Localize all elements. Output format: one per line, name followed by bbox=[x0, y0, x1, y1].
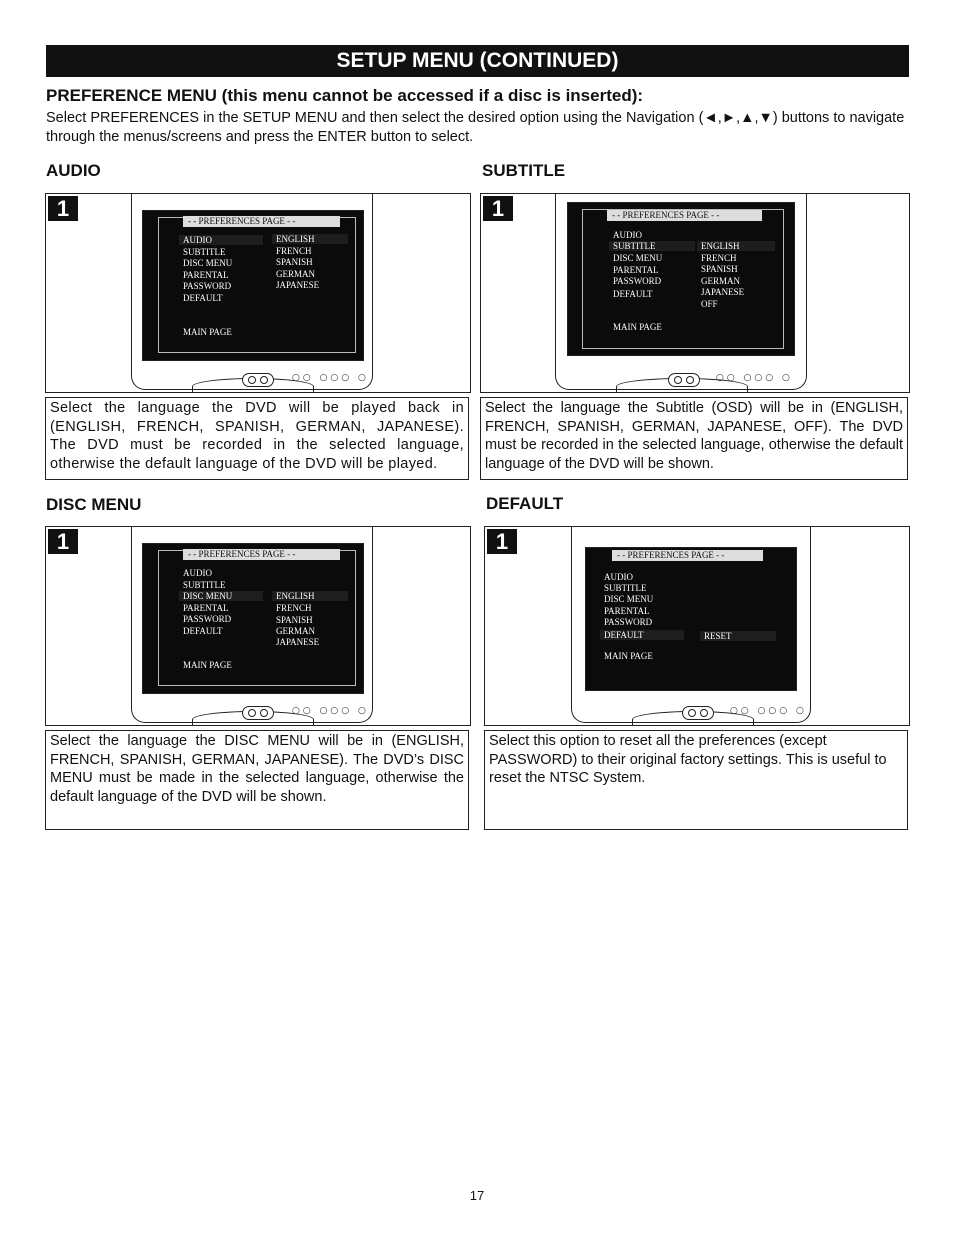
page-number: 17 bbox=[469, 1188, 485, 1203]
intro-body: Select PREFERENCES in the SETUP MENU and then select the desired option using the Navigation (◄,►,▲,▼) buttons to navigate through the menus/screens and press the ENTER button to select. bbox=[46, 110, 905, 145]
tv-buttons-icon: ○○ ○○○ ○ bbox=[716, 373, 793, 383]
osd-menu-parental: PARENTAL bbox=[183, 270, 229, 280]
osd-menu-parental: PARENTAL bbox=[613, 265, 659, 275]
osd-menu-disc-menu: DISC MENU bbox=[604, 594, 654, 604]
disc-menu-section-title: DISC MENU bbox=[46, 495, 142, 514]
osd-menu-audio: AUDIO bbox=[604, 572, 633, 582]
osd-menu-password: PASSWORD bbox=[183, 614, 232, 624]
disc-menu-description: Select the language the DISC MENU will be in (ENGLISH, FRENCH, SPANISH, GERMAN, JAPANESE). The DVD’s DISC MENU must be made in the selected language, otherwise the default language of the DVD will be shown. bbox=[45, 730, 469, 830]
osd-menu-subtitle: SUBTITLE bbox=[609, 241, 695, 251]
osd-option: FRENCH bbox=[276, 246, 312, 256]
osd-menu-parental: PARENTAL bbox=[604, 606, 650, 616]
osd-title: - - PREFERENCES PAGE - - bbox=[183, 549, 340, 560]
osd-main-page: MAIN PAGE bbox=[613, 322, 662, 332]
tv-buttons-icon: ○○ ○○○ ○ bbox=[292, 373, 369, 383]
page-banner: SETUP MENU (CONTINUED) bbox=[46, 45, 909, 77]
osd-option: SPANISH bbox=[701, 264, 738, 274]
osd-option: GERMAN bbox=[276, 269, 316, 279]
osd-main-page: MAIN PAGE bbox=[183, 660, 232, 670]
osd-menu-password: PASSWORD bbox=[604, 617, 653, 627]
step-number: 1 bbox=[483, 196, 513, 221]
osd-option: ENGLISH bbox=[272, 234, 348, 244]
audio-description: Select the language the DVD will be played back in (ENGLISH, FRENCH, SPANISH, GERMAN, JAPANESE). The DVD must be recorded in the selected language, otherwise the default language of the DVD will be played. bbox=[45, 397, 469, 480]
osd-menu-default: DEFAULT bbox=[600, 630, 684, 640]
disc-menu-illustration bbox=[45, 526, 471, 726]
tv-button-pair-icon bbox=[668, 373, 700, 387]
osd-menu-audio: AUDIO bbox=[613, 230, 642, 240]
osd-panel bbox=[158, 217, 356, 353]
osd-panel bbox=[158, 550, 356, 686]
tv-screen bbox=[567, 202, 795, 356]
osd-option: JAPANESE bbox=[701, 287, 745, 297]
step-number: 1 bbox=[48, 529, 78, 554]
osd-title: - - PREFERENCES PAGE - - bbox=[607, 210, 762, 221]
osd-menu-parental: PARENTAL bbox=[183, 603, 229, 613]
osd-option: FRENCH bbox=[701, 253, 737, 263]
step-number: 1 bbox=[48, 196, 78, 221]
osd-menu-subtitle: SUBTITLE bbox=[183, 247, 226, 257]
osd-option: FRENCH bbox=[276, 603, 312, 613]
osd-menu-disc-menu: DISC MENU bbox=[613, 253, 663, 263]
osd-menu-password: PASSWORD bbox=[613, 276, 662, 286]
osd-menu-subtitle: SUBTITLE bbox=[183, 580, 226, 590]
tv-screen bbox=[142, 210, 364, 361]
tv-button-pair-icon bbox=[682, 706, 714, 720]
tv-screen bbox=[585, 547, 797, 691]
default-illustration bbox=[484, 526, 910, 726]
default-section-title: DEFAULT bbox=[486, 494, 564, 513]
subtitle-illustration bbox=[480, 193, 910, 393]
osd-option: ENGLISH bbox=[272, 591, 348, 601]
osd-menu-default: DEFAULT bbox=[183, 293, 223, 303]
osd-main-page: MAIN PAGE bbox=[183, 327, 232, 337]
subtitle-description: Select the language the Subtitle (OSD) will be in (ENGLISH, FRENCH, SPANISH, GERMAN, JAPANESE, OFF). The DVD must be recorded in the selected language, otherwise the default language of the DVD will be shown. bbox=[480, 397, 908, 480]
audio-section-title: AUDIO bbox=[46, 161, 101, 180]
osd-option: JAPANESE bbox=[276, 637, 320, 647]
osd-option-reset: RESET bbox=[700, 631, 776, 641]
osd-title: - - PREFERENCES PAGE - - bbox=[183, 216, 340, 227]
osd-option: ENGLISH bbox=[697, 241, 775, 251]
osd-option: SPANISH bbox=[276, 257, 313, 267]
tv-button-pair-icon bbox=[242, 706, 274, 720]
osd-option: GERMAN bbox=[276, 626, 316, 636]
tv-button-pair-icon bbox=[242, 373, 274, 387]
osd-menu-disc-menu: DISC MENU bbox=[179, 591, 263, 601]
osd-menu-default: DEFAULT bbox=[183, 626, 223, 636]
osd-option: OFF bbox=[701, 299, 718, 309]
tv-screen bbox=[142, 543, 364, 694]
osd-option: JAPANESE bbox=[276, 280, 320, 290]
osd-panel bbox=[582, 209, 784, 349]
osd-menu-audio: AUDIO bbox=[179, 235, 263, 245]
osd-menu-subtitle: SUBTITLE bbox=[604, 583, 647, 593]
osd-menu-disc-menu: DISC MENU bbox=[183, 258, 233, 268]
audio-illustration bbox=[45, 193, 471, 393]
default-description: Select this option to reset all the preferences (except PASSWORD) to their original factory settings. This is useful to reset the NTSC System. bbox=[484, 730, 908, 830]
step-number: 1 bbox=[487, 529, 517, 554]
intro-heading: PREFERENCE MENU (this menu cannot be accessed if a disc is inserted): bbox=[46, 86, 644, 105]
osd-option: SPANISH bbox=[276, 615, 313, 625]
osd-title: - - PREFERENCES PAGE - - bbox=[612, 550, 763, 561]
subtitle-section-title: SUBTITLE bbox=[482, 161, 566, 180]
osd-menu-audio: AUDIO bbox=[183, 568, 212, 578]
osd-main-page: MAIN PAGE bbox=[604, 651, 653, 661]
tv-buttons-icon: ○○ ○○○ ○ bbox=[730, 706, 807, 716]
osd-menu-password: PASSWORD bbox=[183, 281, 232, 291]
tv-buttons-icon: ○○ ○○○ ○ bbox=[292, 706, 369, 716]
osd-menu-default: DEFAULT bbox=[613, 289, 653, 299]
osd-option: GERMAN bbox=[701, 276, 741, 286]
